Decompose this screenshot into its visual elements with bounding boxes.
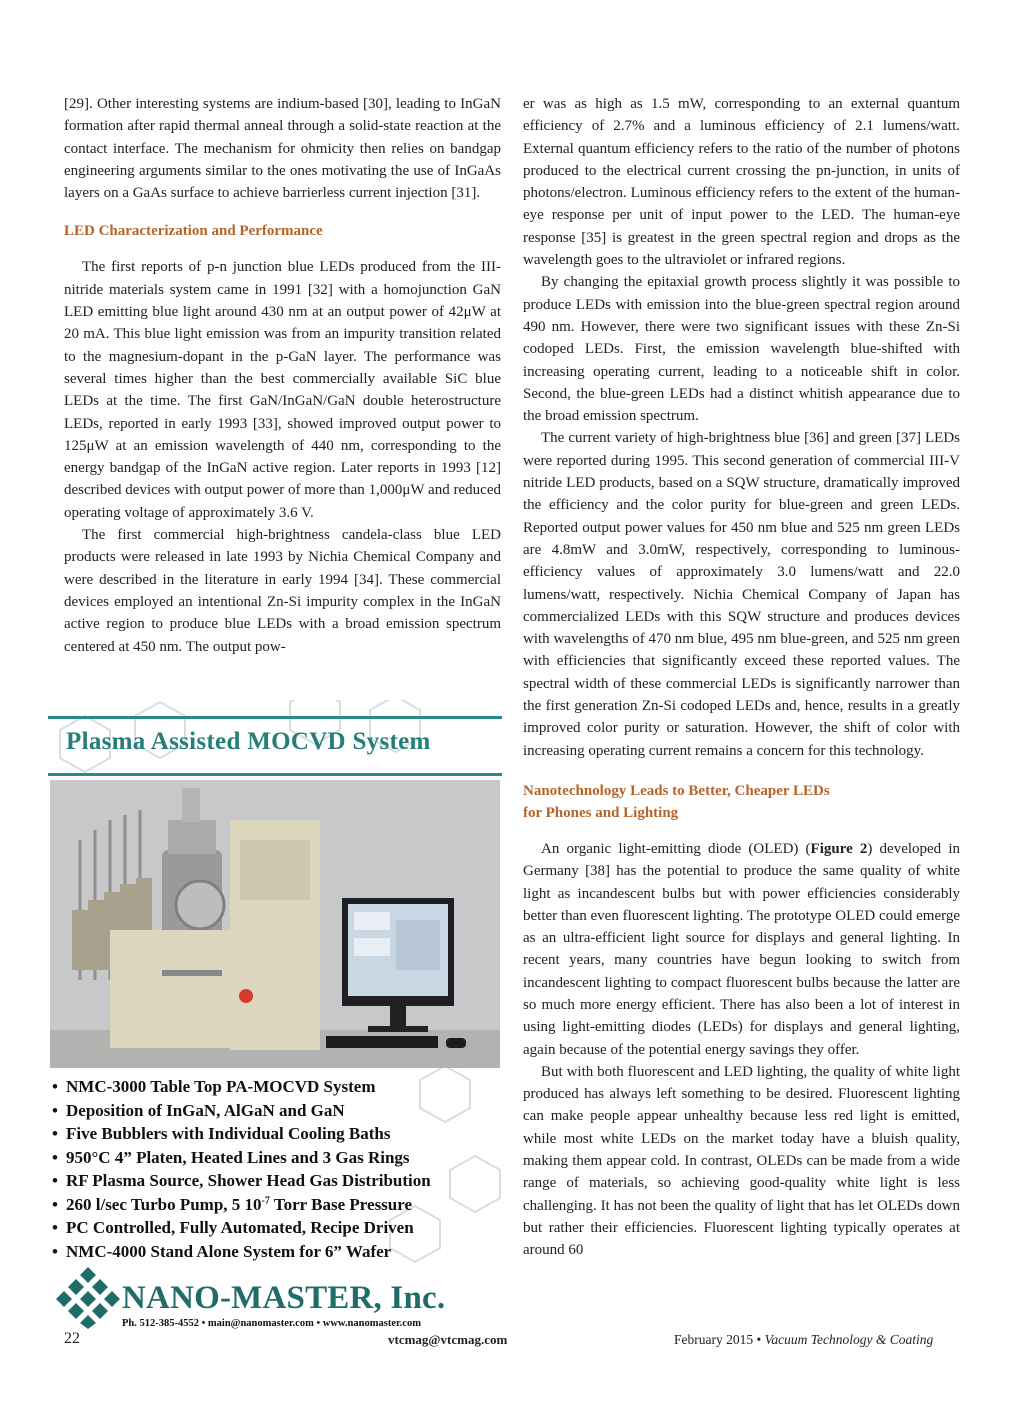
ad-feature-item: • PC Controlled, Fully Automated, Recipe Driven (52, 1216, 502, 1240)
heading-line-1: Nanotechnology Leads to Better, Cheaper LEDs (523, 782, 830, 799)
ad-feature-item: • 260 l/sec Turbo Pump, 5 $10^{-7}$ Torr Base Pressure (52, 1193, 502, 1217)
paragraph-4-start: An organic light-emitting diode (OLED) ( (541, 840, 811, 857)
heading-line-2: for Phones and Lighting (523, 804, 679, 821)
right-column (523, 93, 960, 1262)
ad-feature-item: • NMC-4000 Stand Alone System for 6” Wafer (52, 1240, 502, 1264)
ad-feature-item: • RF Plasma Source, Shower Head Gas Distribution (52, 1169, 502, 1193)
ad-title: Plasma Assisted MOCVD System (66, 728, 431, 755)
bullet-icon: • (52, 1147, 58, 1167)
left-paragraph-1: [29]. Other interesting systems are indium-based [30], leading to InGaN formation after rapid thermal anneal through a solid-state reaction at the contact interface. The mechanism for ohmicity then relies on bandgap engineering arguments similar to the ones motivating the use of InGaAs layers on a GaAs surface to achieve barrierless current injection [31]. (64, 96, 501, 202)
right-paragraph-3: The current variety of high-brightness blue [36] and green [37] LEDs were reported during 1995. This second generation of commercial III-V nitride LED products, based on a SQW structure, dramatically improved the efficiency and the color purity for blue-green and green LEDs. Reported output power values for 450 nm blue and 525 nm green LEDs are 4.8mW and 3.0mW, respectively, corresponding to luminous-efficiency values of approximately 3.0 lumens/watt and 22.0 lumens/watt, respectively. Nichia Chemical Company of Japan has commercialized LEDs with this SQW structure and produces devices with wavelengths of 470 nm blue, 495 nm blue-green, and 525 nm green with efficiencies that significantly exceed these reported values. The spectral width of these commercial LEDs is significantly narrower than the first generation Zn-Si codoped LEDs and, hence, results in a greatly improved color purity or saturation. However, the shift of color with increasing operating current remains a concern for this technology. (523, 430, 960, 759)
bullet-icon: • (52, 1171, 58, 1190)
ad-feature-item: • 950°C 4” Platen, Heated Lines and 3 Gas Rings (52, 1146, 502, 1170)
left-paragraph-2: The first reports of p-n junction blue LEDs produced from the III-nitride materials system came in 1991 [32] with a homojunction GaN LED emitting blue light around 430 nm at an output power of 42μW at 20 mA. This blue light emission was from an impurity transition related to the magnesium-dopant in the p-GaN layer. The performance was several times higher than the best commercially available SiC blue LEDs at the time. The first GaN/InGaN/GaN double heterostructure LEDs, reported in early 1993 [33], showed improved output power to 125μW at an emission wavelength of 440 nm, corresponding to the energy bandgap of the InGaN active region. Later reports in 1993 [12] described devices with output power of more than 1,000μW and reduced operating voltage of approximately 3.6 V. (64, 259, 501, 521)
bullet-icon: • (52, 1100, 58, 1120)
bullet-icon: • (52, 1194, 58, 1214)
figure-2-reference[interactable]: Figure 2 (810, 840, 868, 857)
footer-publication: Vacuum Technology & Coating (764, 1332, 934, 1347)
nano-master-advertisement[interactable] (40, 700, 502, 1340)
mocvd-system-photo (50, 780, 500, 1068)
page-number: 22 (64, 1330, 80, 1347)
mocvd-machine-illustration (50, 780, 500, 1068)
ad-feature-item: • Deposition of InGaN, AlGaN and GaN (52, 1099, 502, 1123)
section-heading-nanotechnology (523, 780, 960, 824)
ad-title-rule-top (48, 716, 502, 719)
left-column (64, 93, 501, 658)
right-paragraph-5: But with both fluorescent and LED lighting, the quality of white light produced has always left something to be desired. Fluorescent lighting can make people appear unhealthy because less red light is emitted, while most white LEDs on the market today have a bluish quality, making them appear cold. In contrast, OLEDs can be made from a wide range of materials, so achieving good-quality white light is less challenging. It has not been the quality of light that has let OLEDs down but rather their efficiencies. Fluorescent lighting typically operates at around 60 (523, 1063, 960, 1259)
footer-issue-info (674, 1332, 933, 1348)
bullet-icon: • (52, 1124, 58, 1143)
ad-title-rule-bottom (48, 773, 502, 776)
section-heading-led-characterization: LED Characterization and Performance (64, 223, 323, 240)
bullet-icon: • (52, 1218, 58, 1237)
footer-date: February 2015 • (674, 1332, 765, 1347)
right-paragraph-2: By changing the epitaxial growth process slightly it was possible to produce LEDs with emission into the blue-green spectral region around 490 nm. However, there were two significant issues with these Zn-Si codoped LEDs. First, the emission wavelength blue-shifted with increasing operating current, leading to a noticeable shift in color. Second, the blue-green LEDs had a distinct whitish appearance due to the broad emission spectrum. (523, 274, 960, 425)
ad-company-name: NANO-MASTER, Inc. (122, 1280, 446, 1316)
bullet-icon: • (52, 1077, 58, 1096)
ad-feature-item: • NMC-3000 Table Top PA-MOCVD System (52, 1075, 502, 1099)
paragraph-4-end: ) developed in Germany [38] has the potential to produce the same quality of white light as incandescent bulbs but with power efficiencies considerably better than even fluorescent lighting. The prototype OLED could emerge as an ultra-efficient light source for displays and general lighting. In recent years, many countries have begun looking to switch from incandescent lighting to compact fluorescent bulbs because the latter are so much more energy efficient. There has also been a lot of interest in using light-emitting diodes (LEDs) for displays and general lighting, again because of the potential energy savings they offer. (523, 840, 960, 1058)
bullet-icon: • (52, 1241, 58, 1261)
right-paragraph-1: er was as high as 1.5 mW, corresponding to an external quantum efficiency of 2.7% and a luminous efficiency of 2.1 lumens/watt. External quantum efficiency refers to the ratio of the number of photons produced to the electrical current crossing the pn-junction, in units of photons/electron. Luminous efficiency refers to the extent of the human-eye response per unit of input power to the LED. The human-eye response [35] is greatest in the green spectral region and drops as the wavelength goes to the ultraviolet or infrared regions. (523, 96, 960, 269)
nano-master-logo-icon (56, 1265, 120, 1329)
right-paragraph-4 (523, 838, 960, 1061)
left-paragraph-3: The first commercial high-brightness candela-class blue LED products were released in late 1993 by Nichia Chemical Company and were described in the literature in early 1994 [34]. These commercial devices employed an intentional Zn-Si impurity complex in the InGaN active region to produce blue LEDs with a broad emission spectrum centered at 450 nm. The output pow- (64, 527, 501, 655)
ad-feature-item: • Five Bubblers with Individual Cooling Baths (52, 1122, 502, 1146)
footer-email-link[interactable]: vtcmag@vtcmag.com (388, 1332, 508, 1347)
ad-feature-list (52, 1075, 502, 1263)
pressure-exponent: -7 (261, 1194, 270, 1206)
ad-contact-line[interactable]: Ph. 512-385-4552 • main@nanomaster.com • www.nanomaster.com (122, 1318, 421, 1329)
